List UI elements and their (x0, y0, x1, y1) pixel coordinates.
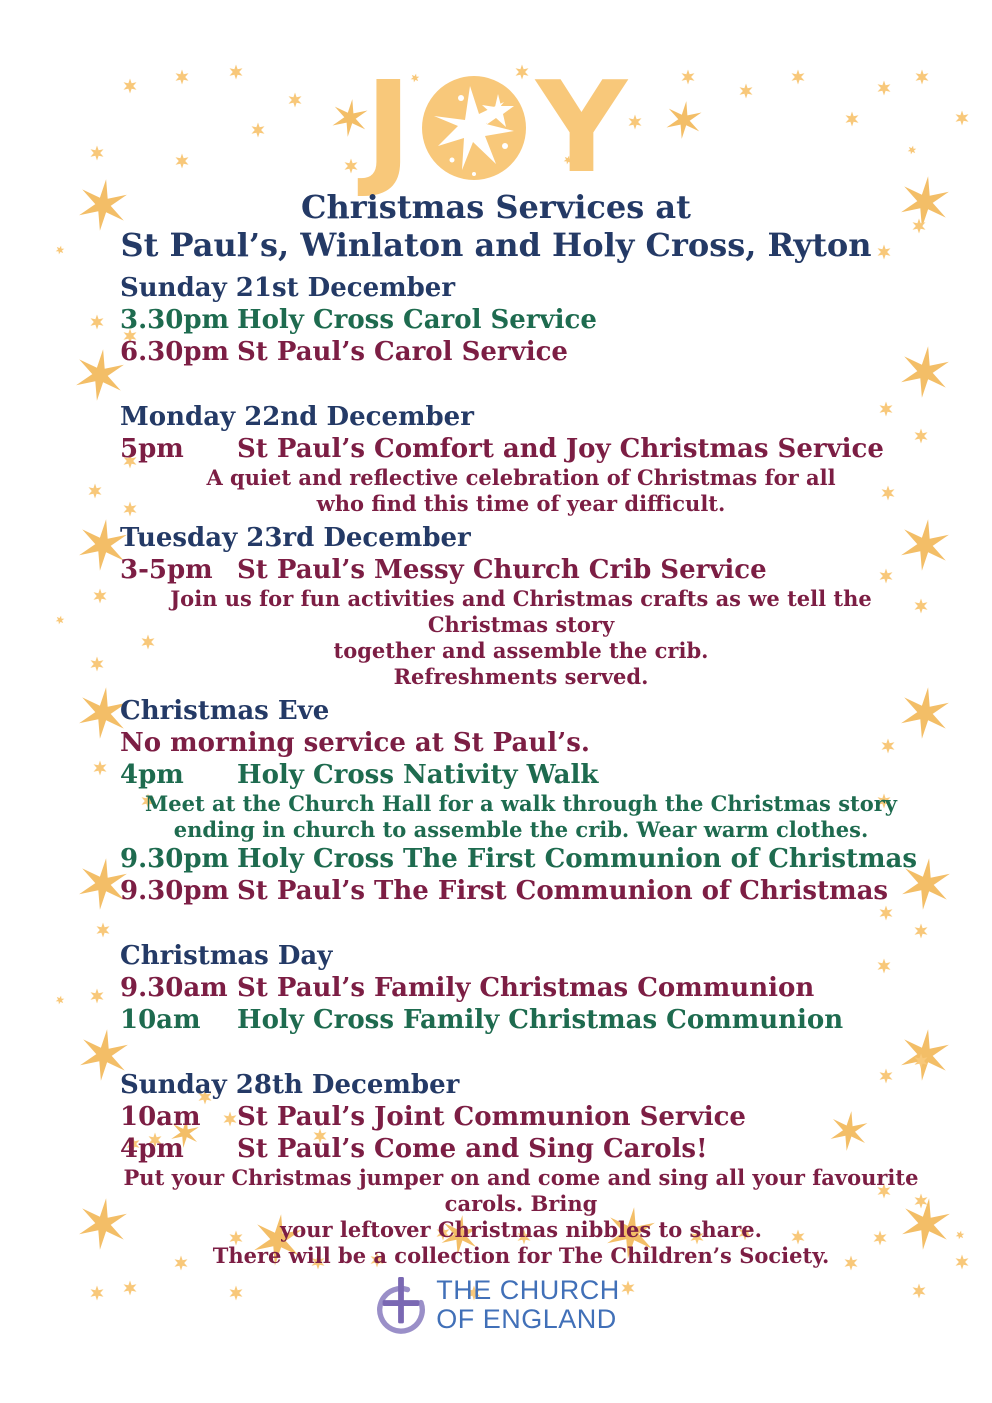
coe-wordmark-line-1: THE CHURCH (436, 1275, 620, 1305)
service-row (120, 972, 922, 1004)
service-time: 10am (120, 1005, 201, 1035)
church-of-england-logo (0, 1273, 992, 1337)
joy-letter-y: Y (535, 54, 628, 201)
service-description-line: Join us for fun activities and Christmas crafts as we tell the Christmas story (170, 586, 872, 637)
service-time: 9.30pm (120, 844, 230, 874)
service-title: St Paul’s Comfort and Joy Christmas Service (237, 434, 884, 464)
joy-letter-j: J (364, 54, 412, 201)
section-heading: Monday 22nd December (120, 402, 474, 432)
service-time: 9.30am (120, 973, 228, 1003)
service-row (120, 875, 922, 907)
service-row (120, 1101, 922, 1133)
service-row (120, 759, 922, 791)
service-row (120, 843, 922, 875)
joy-logo (0, 54, 992, 201)
joy-star-icon (422, 76, 526, 180)
service-title: St Paul’s Joint Communion Service (237, 1102, 746, 1132)
section-sunday-21st (120, 272, 922, 368)
service-title: Holy Cross Carol Service (237, 305, 597, 335)
service-time: 3-5pm (120, 555, 213, 585)
service-title: Holy Cross The First Communion of Christmas (237, 844, 918, 874)
service-title: St Paul’s Family Christmas Communion (237, 973, 815, 1003)
no-morning-service-note: No morning service at St Paul’s. (120, 728, 590, 758)
section-christmas-eve (120, 695, 922, 907)
coe-roundel-icon (372, 1273, 430, 1337)
section-heading: Tuesday 23rd December (120, 523, 471, 553)
service-schedule (0, 264, 992, 1269)
service-row (120, 336, 922, 368)
service-row (120, 433, 922, 465)
section-tuesday-23rd (120, 522, 922, 690)
section-heading: Sunday 28th December (120, 1070, 460, 1100)
service-time: 10am (120, 1102, 201, 1132)
service-description-line: your leftover Christmas nibbles to share. (280, 1217, 762, 1242)
service-title: St Paul’s Come and Sing Carols! (237, 1134, 708, 1164)
coe-wordmark (436, 1276, 620, 1334)
section-sunday-28th (120, 1069, 922, 1269)
section-monday-22nd (120, 401, 922, 517)
section-heading: Christmas Day (120, 941, 333, 971)
service-description-line: ending in church to assemble the crib. Wear warm clothes. (173, 817, 869, 842)
title-line-1: Christmas Services at (301, 188, 691, 226)
coe-wordmark-line-2: OF ENGLAND (436, 1304, 617, 1334)
service-title: Holy Cross Nativity Walk (237, 760, 599, 790)
section-christmas-day (120, 940, 922, 1036)
service-title: Holy Cross Family Christmas Communion (237, 1005, 844, 1035)
service-row (120, 1004, 922, 1036)
service-row (120, 304, 922, 336)
service-time: 3.30pm (120, 305, 230, 335)
service-description-line: Meet at the Church Hall for a walk through the Christmas story (144, 791, 897, 816)
service-description-line: There will be a collection for The Children’s Society. (212, 1243, 830, 1268)
title-line-2: St Paul’s, Winlaton and Holy Cross, Ryton (120, 226, 872, 264)
page-title (0, 188, 992, 264)
service-row (120, 554, 922, 586)
service-description-line: Refreshments served. (393, 664, 649, 689)
service-title: St Paul’s Messy Church Crib Service (237, 555, 767, 585)
service-time: 5pm (120, 434, 184, 464)
service-time: 9.30pm (120, 876, 230, 906)
service-description-line: together and assemble the crib. (333, 638, 709, 663)
service-title: St Paul’s Carol Service (237, 337, 568, 367)
service-title: St Paul’s The First Communion of Christmas (237, 876, 889, 906)
service-time: 4pm (120, 760, 184, 790)
service-description-line: who find this time of year difficult. (316, 491, 726, 516)
section-heading: Christmas Eve (120, 696, 330, 726)
service-time: 6.30pm (120, 337, 230, 367)
service-row (120, 1133, 922, 1165)
section-heading: Sunday 21st December (120, 273, 456, 303)
service-description-line: Put your Christmas jumper on and come and sing all your favourite carols. Bring (123, 1165, 919, 1216)
service-time: 4pm (120, 1134, 184, 1164)
service-description-line: A quiet and reflective celebration of Christmas for all (206, 465, 836, 490)
